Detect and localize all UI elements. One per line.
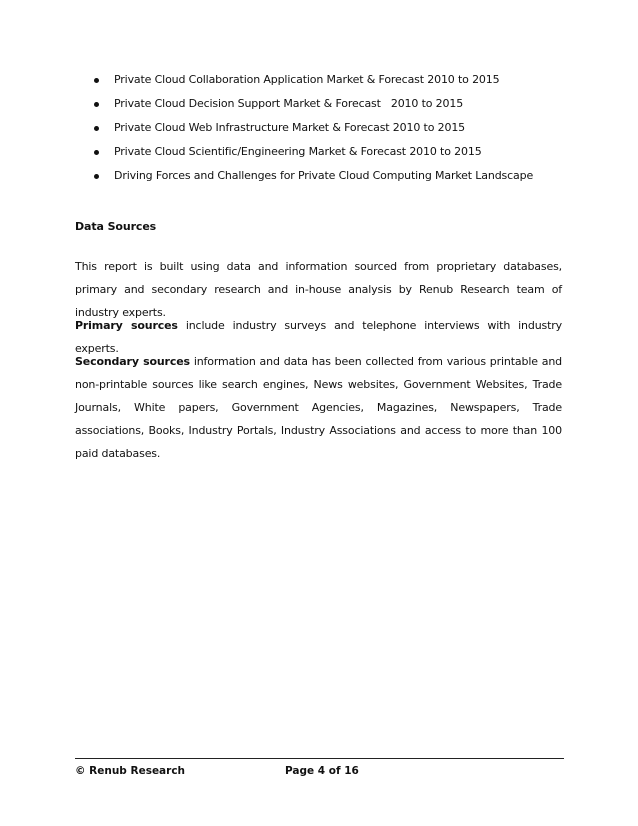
- bullet-text: Private Cloud Collaboration Application Market & Forecast 2010 to 2015: [114, 73, 500, 86]
- bullet-list: [0, 70, 638, 190]
- bullet-icon: [94, 174, 99, 179]
- bullet-icon: [94, 150, 99, 155]
- secondary-sources-label: Secondary sources: [75, 355, 190, 368]
- footer-divider: [75, 758, 564, 759]
- footer-page-number: Page 4 of 16: [285, 765, 359, 777]
- bullet-text: Private Cloud Web Infrastructure Market & Forecast 2010 to 2015: [114, 121, 466, 134]
- bullet-text: Private Cloud Decision Support Market & Forecast 2010 to 2015: [114, 97, 464, 110]
- bullet-icon: [94, 102, 99, 107]
- bullet-icon: [94, 78, 99, 83]
- primary-sources-text: include industry surveys and telephone interviews with industry experts.: [75, 319, 562, 355]
- secondary-sources-text: information and data has been collected from various printable and non-printable sources like search engines, News websites, Government Websites, Trade Journals, White papers, Government Agencies, Magazines, Newspapers, Trade associations, Books, Industry Portals, Industry Associations and access to more than 100 paid databases.: [75, 355, 562, 460]
- list-item: [0, 94, 638, 118]
- bullet-icon: [94, 126, 99, 131]
- footer-copyright: © Renub Research: [75, 765, 186, 777]
- bullet-text: Private Cloud Scientific/Engineering Market & Forecast 2010 to 2015: [114, 145, 482, 158]
- list-item: [0, 142, 638, 166]
- data-sources-heading: Data Sources: [75, 220, 157, 233]
- primary-sources-label: Primary sources: [75, 319, 178, 332]
- list-item: [0, 166, 638, 190]
- list-item: [0, 70, 638, 94]
- intro-text: This report is built using data and information sourced from proprietary databases, primary and secondary research and in-house analysis by Renub Research team of industry experts.: [75, 260, 562, 319]
- secondary-sources-paragraph: [75, 350, 562, 465]
- list-item: [0, 118, 638, 142]
- bullet-text: Driving Forces and Challenges for Private Cloud Computing Market Landscape: [114, 169, 534, 182]
